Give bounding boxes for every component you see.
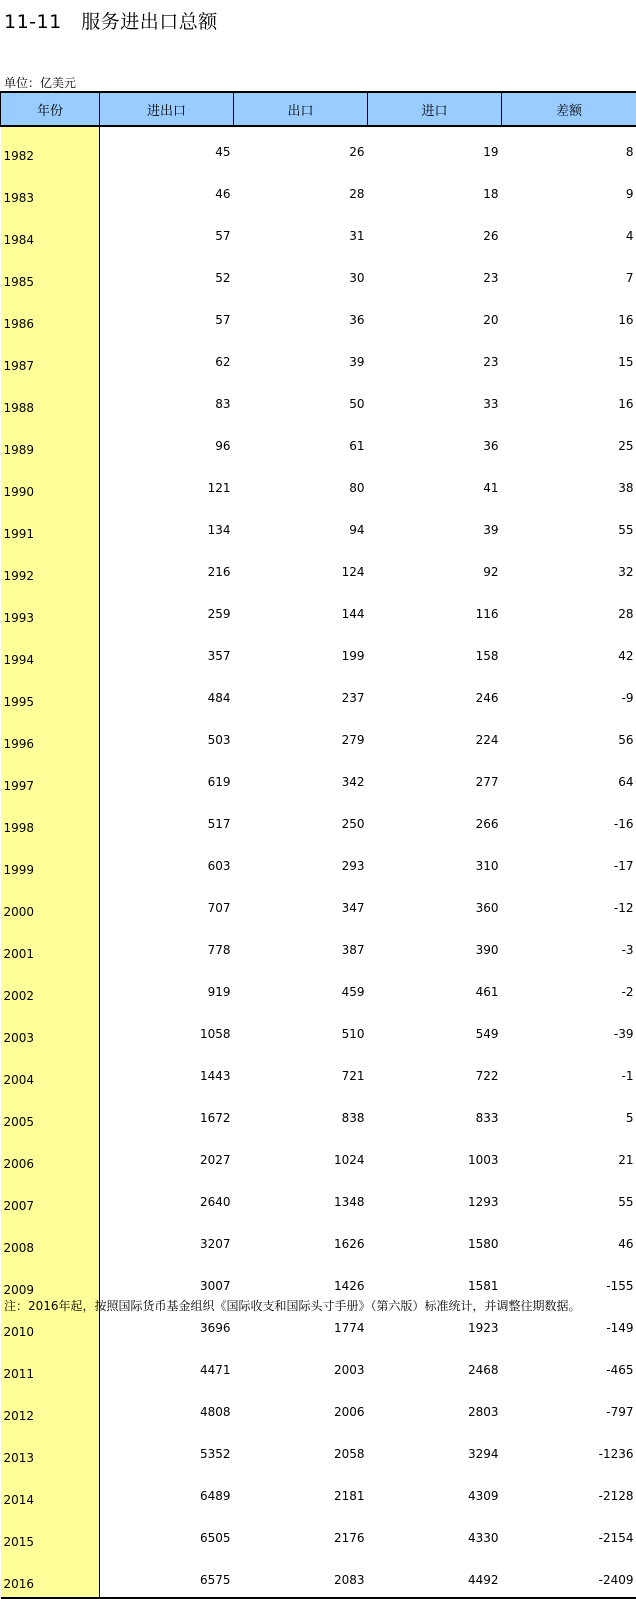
- year-cell: 1997: [1, 757, 100, 799]
- year-cell: 1989: [1, 421, 100, 463]
- export-cell: 1426: [234, 1261, 368, 1303]
- year-cell: 2001: [1, 925, 100, 967]
- export-cell: 94: [234, 505, 368, 547]
- balance-cell: 7: [502, 253, 636, 295]
- table-header-row: [1, 92, 636, 126]
- header-total: 进出口: [100, 92, 234, 126]
- import-cell: 92: [368, 547, 502, 589]
- balance-cell: -797: [502, 1387, 636, 1429]
- total-cell: 707: [100, 883, 234, 925]
- page-title: 11-11 服务进出口总额: [4, 7, 218, 34]
- total-cell: 919: [100, 967, 234, 1009]
- table-row: [1, 505, 636, 547]
- export-cell: 26: [234, 126, 368, 169]
- year-cell: 1985: [1, 253, 100, 295]
- table-row: [1, 1177, 636, 1219]
- balance-cell: -2409: [502, 1555, 636, 1598]
- total-cell: 517: [100, 799, 234, 841]
- total-cell: 619: [100, 757, 234, 799]
- balance-cell: -16: [502, 799, 636, 841]
- import-cell: 1003: [368, 1135, 502, 1177]
- year-cell: 2014: [1, 1471, 100, 1513]
- export-cell: 1774: [234, 1303, 368, 1345]
- table-row: [1, 1471, 636, 1513]
- year-cell: 1991: [1, 505, 100, 547]
- import-cell: 2468: [368, 1345, 502, 1387]
- table-body: [1, 126, 636, 1598]
- export-cell: 2181: [234, 1471, 368, 1513]
- table-row: [1, 421, 636, 463]
- export-cell: 347: [234, 883, 368, 925]
- export-cell: 237: [234, 673, 368, 715]
- services-trade-table: [0, 91, 636, 1599]
- total-cell: 3007: [100, 1261, 234, 1303]
- total-cell: 96: [100, 421, 234, 463]
- year-cell: 1987: [1, 337, 100, 379]
- import-cell: 246: [368, 673, 502, 715]
- total-cell: 6575: [100, 1555, 234, 1598]
- year-cell: 2006: [1, 1135, 100, 1177]
- year-cell: 2011: [1, 1345, 100, 1387]
- export-cell: 124: [234, 547, 368, 589]
- table-row: [1, 673, 636, 715]
- total-cell: 1672: [100, 1093, 234, 1135]
- export-cell: 387: [234, 925, 368, 967]
- total-cell: 134: [100, 505, 234, 547]
- table-row: [1, 295, 636, 337]
- import-cell: 116: [368, 589, 502, 631]
- year-cell: 1984: [1, 211, 100, 253]
- balance-cell: 46: [502, 1219, 636, 1261]
- table-row: [1, 547, 636, 589]
- balance-cell: 21: [502, 1135, 636, 1177]
- balance-cell: 9: [502, 169, 636, 211]
- year-cell: 2010: [1, 1303, 100, 1345]
- table-row: [1, 379, 636, 421]
- total-cell: 57: [100, 295, 234, 337]
- export-cell: 2083: [234, 1555, 368, 1598]
- header-year: 年份: [1, 92, 100, 126]
- export-cell: 61: [234, 421, 368, 463]
- import-cell: 1293: [368, 1177, 502, 1219]
- table-row: [1, 799, 636, 841]
- export-cell: 30: [234, 253, 368, 295]
- total-cell: 62: [100, 337, 234, 379]
- table-row: [1, 631, 636, 673]
- export-cell: 199: [234, 631, 368, 673]
- import-cell: 41: [368, 463, 502, 505]
- year-cell: 1992: [1, 547, 100, 589]
- total-cell: 46: [100, 169, 234, 211]
- import-cell: 18: [368, 169, 502, 211]
- year-cell: 2009: [1, 1261, 100, 1303]
- balance-cell: 55: [502, 1177, 636, 1219]
- total-cell: 3696: [100, 1303, 234, 1345]
- year-cell: 2000: [1, 883, 100, 925]
- balance-cell: -17: [502, 841, 636, 883]
- year-cell: 2008: [1, 1219, 100, 1261]
- import-cell: 833: [368, 1093, 502, 1135]
- table-row: [1, 589, 636, 631]
- year-cell: 1995: [1, 673, 100, 715]
- export-cell: 39: [234, 337, 368, 379]
- year-cell: 2005: [1, 1093, 100, 1135]
- table-row: [1, 1093, 636, 1135]
- import-cell: 33: [368, 379, 502, 421]
- balance-cell: 42: [502, 631, 636, 673]
- balance-cell: 32: [502, 547, 636, 589]
- table-row: [1, 337, 636, 379]
- export-cell: 31: [234, 211, 368, 253]
- year-cell: 1996: [1, 715, 100, 757]
- import-cell: 224: [368, 715, 502, 757]
- export-cell: 459: [234, 967, 368, 1009]
- table-row: [1, 126, 636, 169]
- table-row: [1, 1135, 636, 1177]
- header-balance: 差额: [502, 92, 636, 126]
- header-export: 出口: [234, 92, 368, 126]
- total-cell: 6505: [100, 1513, 234, 1555]
- total-cell: 503: [100, 715, 234, 757]
- import-cell: 1580: [368, 1219, 502, 1261]
- export-cell: 342: [234, 757, 368, 799]
- import-cell: 4330: [368, 1513, 502, 1555]
- year-cell: 1983: [1, 169, 100, 211]
- export-cell: 1626: [234, 1219, 368, 1261]
- table-row: [1, 925, 636, 967]
- import-cell: 1581: [368, 1261, 502, 1303]
- table-row: [1, 841, 636, 883]
- balance-cell: 28: [502, 589, 636, 631]
- year-cell: 2002: [1, 967, 100, 1009]
- total-cell: 1443: [100, 1051, 234, 1093]
- import-cell: 277: [368, 757, 502, 799]
- export-cell: 28: [234, 169, 368, 211]
- table-row: [1, 1429, 636, 1471]
- balance-cell: -39: [502, 1009, 636, 1051]
- table-row: [1, 1555, 636, 1598]
- total-cell: 778: [100, 925, 234, 967]
- import-cell: 23: [368, 253, 502, 295]
- year-cell: 2004: [1, 1051, 100, 1093]
- import-cell: 4492: [368, 1555, 502, 1598]
- unit-label: 单位：亿美元: [4, 74, 76, 91]
- year-cell: 1998: [1, 799, 100, 841]
- year-cell: 2016: [1, 1555, 100, 1598]
- table-row: [1, 883, 636, 925]
- table-row: [1, 211, 636, 253]
- export-cell: 144: [234, 589, 368, 631]
- table-row: [1, 1387, 636, 1429]
- year-cell: 1986: [1, 295, 100, 337]
- balance-cell: -2128: [502, 1471, 636, 1513]
- total-cell: 1058: [100, 1009, 234, 1051]
- year-cell: 1990: [1, 463, 100, 505]
- export-cell: 1348: [234, 1177, 368, 1219]
- export-cell: 250: [234, 799, 368, 841]
- table-row: [1, 463, 636, 505]
- balance-cell: 38: [502, 463, 636, 505]
- import-cell: 19: [368, 126, 502, 169]
- balance-cell: -149: [502, 1303, 636, 1345]
- balance-cell: 25: [502, 421, 636, 463]
- import-cell: 4309: [368, 1471, 502, 1513]
- balance-cell: -12: [502, 883, 636, 925]
- import-cell: 310: [368, 841, 502, 883]
- export-cell: 838: [234, 1093, 368, 1135]
- total-cell: 57: [100, 211, 234, 253]
- import-cell: 26: [368, 211, 502, 253]
- import-cell: 158: [368, 631, 502, 673]
- table-row: [1, 169, 636, 211]
- balance-cell: -155: [502, 1261, 636, 1303]
- balance-cell: 64: [502, 757, 636, 799]
- total-cell: 5352: [100, 1429, 234, 1471]
- year-cell: 2013: [1, 1429, 100, 1471]
- table-row: [1, 757, 636, 799]
- export-cell: 80: [234, 463, 368, 505]
- export-cell: 1024: [234, 1135, 368, 1177]
- table-row: [1, 715, 636, 757]
- balance-cell: -2154: [502, 1513, 636, 1555]
- total-cell: 216: [100, 547, 234, 589]
- balance-cell: 5: [502, 1093, 636, 1135]
- balance-cell: 15: [502, 337, 636, 379]
- total-cell: 603: [100, 841, 234, 883]
- export-cell: 2003: [234, 1345, 368, 1387]
- balance-cell: -1236: [502, 1429, 636, 1471]
- table-row: [1, 1051, 636, 1093]
- balance-cell: -2: [502, 967, 636, 1009]
- year-cell: 2007: [1, 1177, 100, 1219]
- export-cell: 293: [234, 841, 368, 883]
- import-cell: 266: [368, 799, 502, 841]
- total-cell: 4471: [100, 1345, 234, 1387]
- balance-cell: 16: [502, 379, 636, 421]
- export-cell: 2058: [234, 1429, 368, 1471]
- export-cell: 2176: [234, 1513, 368, 1555]
- import-cell: 461: [368, 967, 502, 1009]
- table-row: [1, 1009, 636, 1051]
- total-cell: 357: [100, 631, 234, 673]
- table-row: [1, 1219, 636, 1261]
- import-cell: 722: [368, 1051, 502, 1093]
- import-cell: 360: [368, 883, 502, 925]
- year-cell: 1999: [1, 841, 100, 883]
- balance-cell: 8: [502, 126, 636, 169]
- year-cell: 2012: [1, 1387, 100, 1429]
- balance-cell: 55: [502, 505, 636, 547]
- year-cell: 1982: [1, 126, 100, 169]
- total-cell: 52: [100, 253, 234, 295]
- balance-cell: 4: [502, 211, 636, 253]
- balance-cell: 56: [502, 715, 636, 757]
- total-cell: 3207: [100, 1219, 234, 1261]
- export-cell: 510: [234, 1009, 368, 1051]
- import-cell: 39: [368, 505, 502, 547]
- import-cell: 36: [368, 421, 502, 463]
- balance-cell: -3: [502, 925, 636, 967]
- table-row: [1, 967, 636, 1009]
- year-cell: 1988: [1, 379, 100, 421]
- balance-cell: -465: [502, 1345, 636, 1387]
- table-row: [1, 253, 636, 295]
- total-cell: 6489: [100, 1471, 234, 1513]
- export-cell: 279: [234, 715, 368, 757]
- table-row: [1, 1345, 636, 1387]
- export-cell: 721: [234, 1051, 368, 1093]
- balance-cell: 16: [502, 295, 636, 337]
- year-cell: 1993: [1, 589, 100, 631]
- balance-cell: -9: [502, 673, 636, 715]
- import-cell: 549: [368, 1009, 502, 1051]
- export-cell: 2006: [234, 1387, 368, 1429]
- export-cell: 36: [234, 295, 368, 337]
- year-cell: 2015: [1, 1513, 100, 1555]
- total-cell: 4808: [100, 1387, 234, 1429]
- import-cell: 3294: [368, 1429, 502, 1471]
- total-cell: 259: [100, 589, 234, 631]
- total-cell: 2640: [100, 1177, 234, 1219]
- import-cell: 23: [368, 337, 502, 379]
- year-cell: 1994: [1, 631, 100, 673]
- balance-cell: -1: [502, 1051, 636, 1093]
- import-cell: 390: [368, 925, 502, 967]
- total-cell: 121: [100, 463, 234, 505]
- total-cell: 2027: [100, 1135, 234, 1177]
- table-row: [1, 1513, 636, 1555]
- import-cell: 2803: [368, 1387, 502, 1429]
- import-cell: 1923: [368, 1303, 502, 1345]
- footnote: 注：2016年起，按照国际货币基金组织《国际收支和国际头寸手册》（第六版）标准统计，并调整往期数据。: [4, 1297, 581, 1314]
- year-cell: 2003: [1, 1009, 100, 1051]
- total-cell: 83: [100, 379, 234, 421]
- export-cell: 50: [234, 379, 368, 421]
- total-cell: 484: [100, 673, 234, 715]
- total-cell: 45: [100, 126, 234, 169]
- header-import: 进口: [368, 92, 502, 126]
- import-cell: 20: [368, 295, 502, 337]
